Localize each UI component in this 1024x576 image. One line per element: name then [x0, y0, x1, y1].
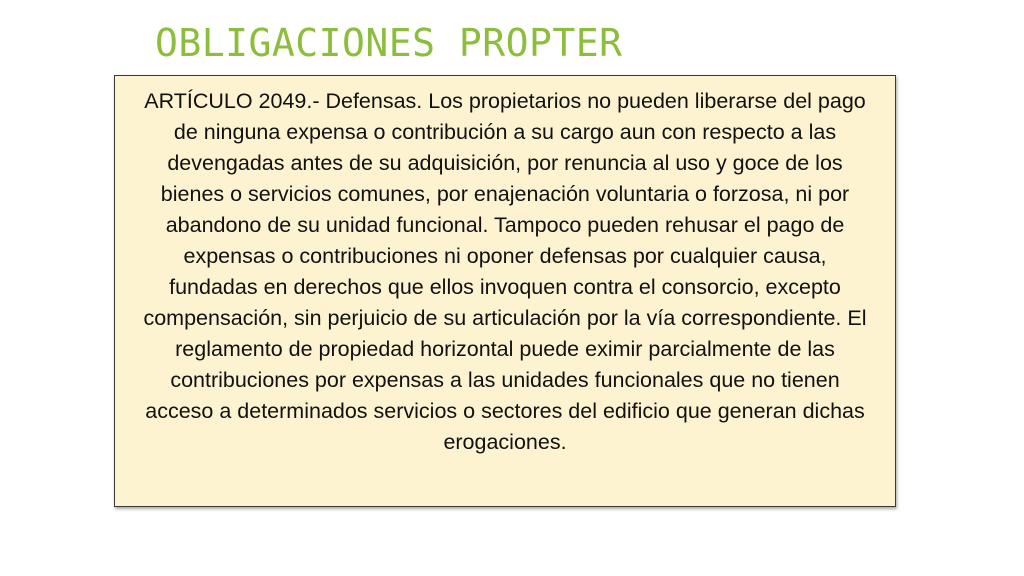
slide-title: OBLIGACIONES PROPTER — [155, 21, 623, 65]
article-text-box — [114, 75, 896, 507]
article-2049-text: ARTÍCULO 2049.- Defensas. Los propietarios no pueden liberarse del pago de ninguna expensa o contribución a su cargo aun con respecto a las devengadas antes de su adquisición, por renuncia al uso y goce de los bienes o servicios comunes, por enajenación voluntaria o forzosa, ni por abandono de su unidad funcional. Tampoco pueden rehusar el pago de expensas o contribuciones ni oponer defensas por cualquier causa, fundadas en derechos que ellos invoquen contra el consorcio, excepto compensación, sin perjuicio de su articulación por la vía correspondiente. El reglamento de propiedad horizontal puede eximir parcialmente de las contribuciones por expensas a las unidades funcionales que no tienen acceso a determinados servicios o sectores del edificio que generan dichas erogaciones. — [143, 89, 867, 454]
